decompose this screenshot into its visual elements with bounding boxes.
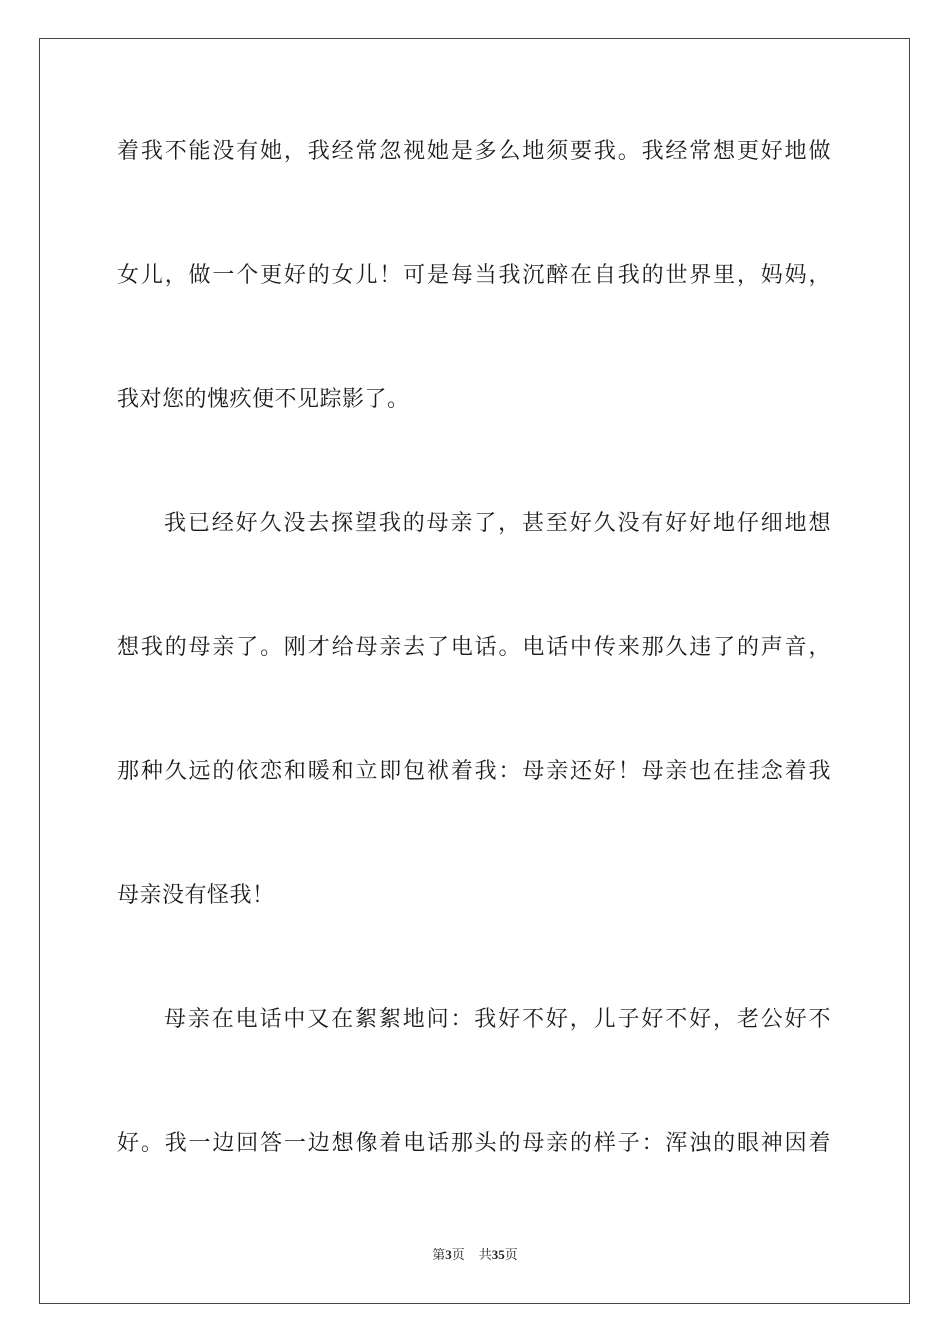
page-border — [39, 38, 910, 1304]
total-pages: 35 — [491, 1247, 505, 1262]
text-line-7: 母亲没有怪我！ — [117, 883, 275, 908]
text-line-5: 想我的母亲了。刚才给母亲去了电话。电话中传来那久违了的声音， — [117, 635, 831, 660]
total-suffix: 页 — [504, 1248, 518, 1263]
page-suffix: 页 — [451, 1248, 465, 1263]
page-prefix: 第 — [432, 1248, 446, 1263]
text-line-6: 那种久远的依恋和暖和立即包袱着我：母亲还好！母亲也在挂念着我 — [117, 759, 831, 784]
total-prefix: 共 — [478, 1248, 492, 1263]
page-number: 3 — [445, 1247, 452, 1262]
text-line-3: 我对您的愧疚便不见踪影了。 — [117, 387, 410, 412]
text-line-8: 母亲在电话中又在絮絮地问：我好不好，儿子好不好，老公好不 — [164, 1007, 831, 1032]
text-line-4: 我已经好久没去探望我的母亲了，甚至好久没有好好地仔细地想 — [164, 511, 831, 536]
text-line-9: 好。我一边回答一边想像着电话那头的母亲的样子：浑浊的眼神因着 — [117, 1131, 831, 1156]
page-footer — [0, 1246, 950, 1265]
text-line-2: 女儿，做一个更好的女儿！可是每当我沉醉在自我的世界里，妈妈， — [117, 263, 831, 288]
text-line-1: 着我不能没有她，我经常忽视她是多么地须要我。我经常想更好地做 — [117, 139, 831, 164]
